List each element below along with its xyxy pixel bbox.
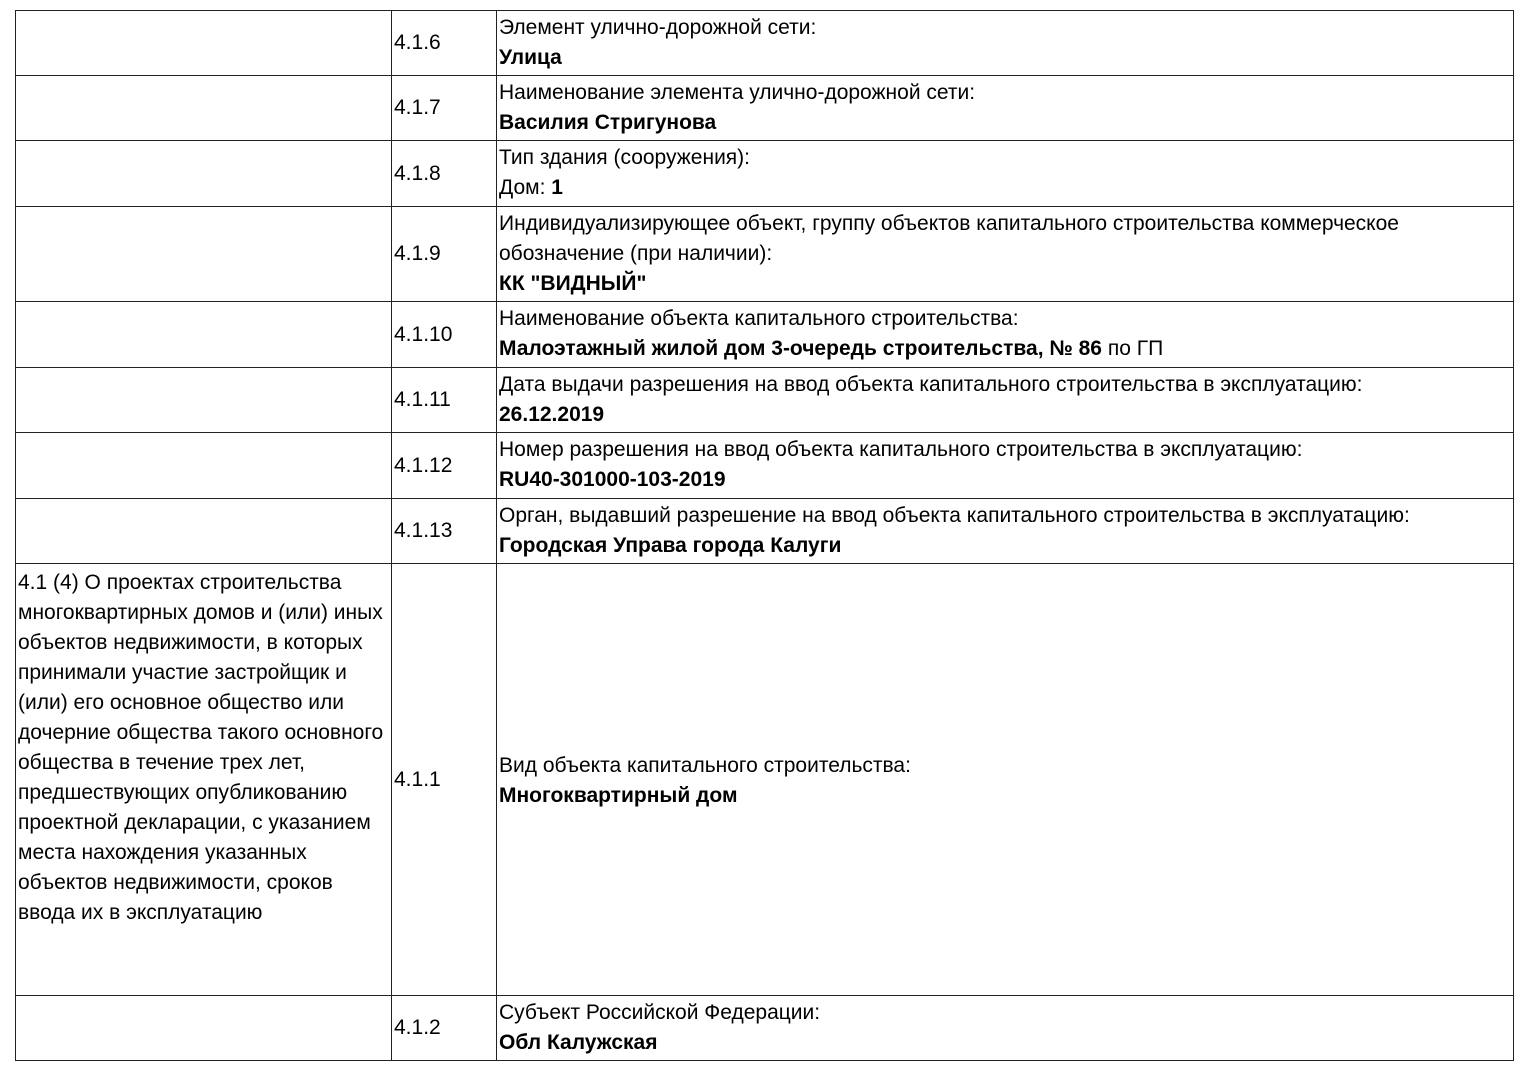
table-row bbox=[16, 302, 1514, 368]
field-label: Вид объекта капитального строительства: bbox=[499, 753, 911, 777]
table-row bbox=[16, 996, 1514, 1061]
content-cell bbox=[497, 564, 1514, 996]
code-cell: 4.1.6 bbox=[392, 11, 497, 76]
value-text: КК "ВИДНЫЙ" bbox=[499, 272, 647, 295]
field-value bbox=[499, 334, 1511, 364]
table-row bbox=[16, 564, 1514, 996]
content-cell bbox=[497, 76, 1514, 141]
code-cell: 4.1.7 bbox=[392, 76, 497, 141]
table-row bbox=[16, 76, 1514, 141]
section-cell bbox=[16, 433, 392, 499]
table-row bbox=[16, 141, 1514, 207]
content-cell bbox=[497, 368, 1514, 433]
field-label: Тип здания (сооружения): bbox=[499, 146, 750, 169]
code-cell: 4.1.9 bbox=[392, 207, 497, 302]
section-cell bbox=[16, 302, 392, 368]
field-value bbox=[499, 43, 1511, 73]
section-cell bbox=[16, 207, 392, 302]
field-label: Дата выдачи разрешения на ввод объекта капитального строительства в эксплуатацию: bbox=[499, 373, 1363, 396]
field-label: Индивидуализирующее объект, группу объектов капитального строительства коммерческое обозначение (при наличии): bbox=[499, 212, 1399, 265]
code-cell: 4.1.8 bbox=[392, 141, 497, 207]
section-cell bbox=[16, 368, 392, 433]
field-label: Элемент улично-дорожной сети: bbox=[499, 16, 817, 39]
value-text: Городская Управа города Калуги bbox=[499, 534, 842, 557]
table-row bbox=[16, 368, 1514, 433]
value-text: 26.12.2019 bbox=[499, 403, 605, 426]
content-cell bbox=[497, 207, 1514, 302]
field-value bbox=[499, 108, 1511, 138]
code-cell: 4.1.11 bbox=[392, 368, 497, 433]
value-prefix: Дом: bbox=[499, 176, 552, 199]
value-suffix: по ГП bbox=[1101, 337, 1164, 360]
table-row bbox=[16, 499, 1514, 564]
section-cell bbox=[16, 996, 392, 1061]
field-value bbox=[499, 531, 1511, 561]
code-cell: 4.1.12 bbox=[392, 433, 497, 499]
table-row bbox=[16, 433, 1514, 499]
value-text: RU40-301000-103-2019 bbox=[499, 468, 726, 491]
content-cell bbox=[497, 11, 1514, 76]
field-label: Номер разрешения на ввод объекта капитального строительства в эксплуатацию: bbox=[499, 438, 1303, 461]
field-label: Орган, выдавший разрешение на ввод объекта капитального строительства в эксплуатацию: bbox=[499, 504, 1410, 527]
field-label: Наименование элемента улично-дорожной сети: bbox=[499, 81, 976, 104]
content-cell bbox=[497, 433, 1514, 499]
code-cell: 4.1.1 bbox=[392, 564, 497, 996]
section-cell bbox=[16, 499, 392, 564]
content-cell bbox=[497, 996, 1514, 1061]
field-label: Субъект Российской Федерации: bbox=[499, 1001, 821, 1024]
value-text: Обл Калужская bbox=[499, 1031, 658, 1054]
section-cell bbox=[16, 11, 392, 76]
value-text: 1 bbox=[551, 176, 563, 199]
code-cell: 4.1.10 bbox=[392, 302, 497, 368]
section-cell bbox=[16, 76, 392, 141]
value-text: Улица bbox=[499, 46, 562, 69]
value-text: Василия Стригунова bbox=[499, 111, 717, 134]
field-label: Наименование объекта капитального строительства: bbox=[499, 307, 1019, 330]
code-cell: 4.1.2 bbox=[392, 996, 497, 1061]
field-value bbox=[499, 465, 1511, 495]
code-cell: 4.1.13 bbox=[392, 499, 497, 564]
value-text: Малоэтажный жилой дом 3-очередь строительства, № 86 bbox=[499, 337, 1102, 360]
section-cell: 4.1 (4) О проектах строительства многоквартирных домов и (или) иных объектов недвижимости, в которых принимали участие застройщик и (или) его основное общество или дочерние общества такого основного общества в течение трех лет, предшествующих опубликованию проектной декларации, с указанием места нахождения указанных объектов недвижимости, сроков ввода их в эксплуатацию bbox=[16, 564, 392, 996]
field-value bbox=[499, 269, 1511, 299]
field-value bbox=[499, 173, 1511, 203]
field-value bbox=[499, 1028, 1511, 1058]
field-value bbox=[499, 781, 1511, 811]
content-cell bbox=[497, 141, 1514, 207]
value-text: Многоквартирный дом bbox=[499, 783, 738, 807]
declaration-table bbox=[15, 10, 1514, 1061]
table-row bbox=[16, 207, 1514, 302]
section-cell bbox=[16, 141, 392, 207]
table-row bbox=[16, 11, 1514, 76]
content-cell bbox=[497, 302, 1514, 368]
field-value bbox=[499, 400, 1511, 430]
content-cell bbox=[497, 499, 1514, 564]
